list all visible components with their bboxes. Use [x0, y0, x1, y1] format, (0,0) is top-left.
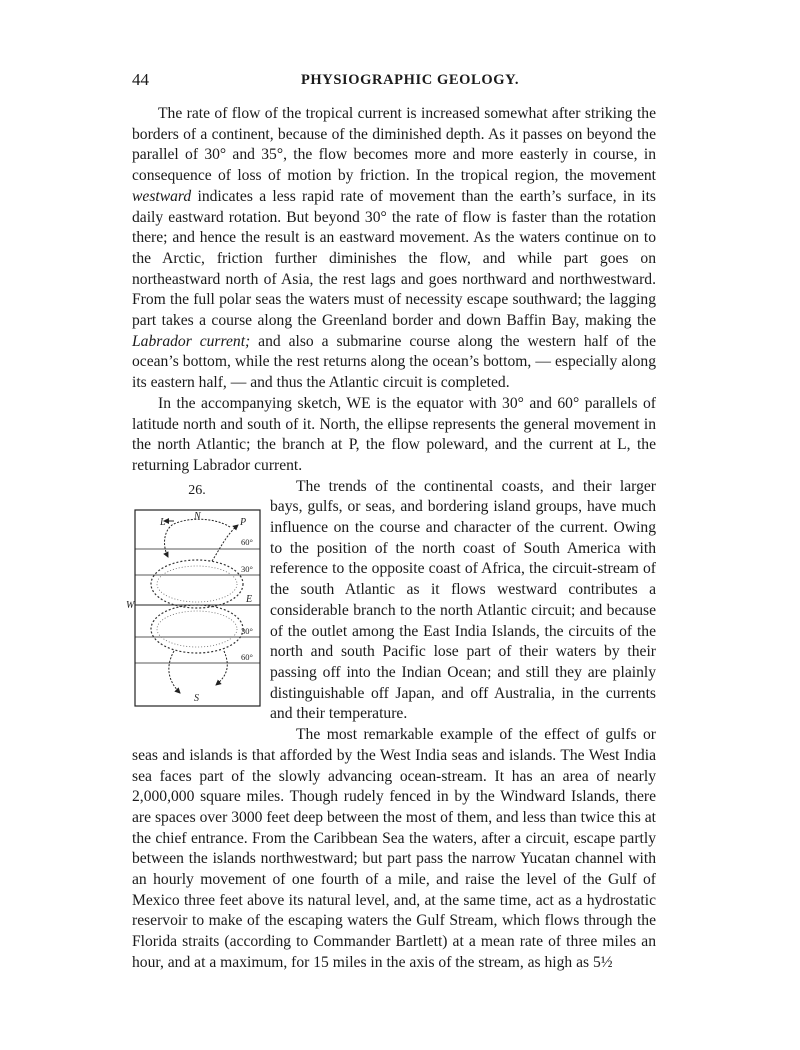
label-deg-30-south: 30°	[241, 625, 253, 636]
paragraph-text: The rate of flow of the tropical current is increased somewhat after striking the borders of a continent, because of the diminished depth. As it passes on beyond the parallel of 30° and 35°, the flow becomes more and more easterly in course, in consequence of loss of motion by friction. In the tropical region, the movement	[132, 105, 656, 185]
figure-number: 26.	[188, 482, 206, 498]
paragraph-1	[132, 104, 656, 394]
body-text	[126, 104, 656, 974]
page-header	[132, 70, 688, 94]
paragraph-text: indicates a less rapid rate of movement than the earth’s surface, in its daily eastward rotation. But beyond 30° the rate of flow is faster than the rotation there; and hence the result is an eastward movement. As the waters continue on to the Arctic, friction further diminishes the flow, and while part goes on northeastward north of Asia, the rest lags and goes northward and northwestward. From the full polar seas the waters must of necessity escape southward; the lagging part takes a course along the Greenland border and down Baffin Bay, making the	[132, 187, 656, 330]
label-east: E	[246, 593, 253, 605]
ocean-circuit-diagram	[126, 509, 262, 727]
paragraph-text: The most remarkable example of the effect of gulfs or seas and islands is that afforded by the West India seas and islands. The West India sea faces part of the slowly advancing ocean-stream. It has an area of nearly 2,000,000 square miles. Though rudely fenced in by the Windward Islands, there are spaces over 3000 feet deep between the most of them, and less than twice this at the chief entrance. From the Caribbean Sea the waters, after a circuit, escape partly between the islands northwestward; but part pass the narrow Yucatan channel with an hourly movement of one fourth of a mile, and raise the level of the Gulf of Mexico three feet above its natural level, and, at the same time, act as a hydrostatic reservoir to make of the escaping waters the Gulf Stream, which flows through the Florida straits (according to Commander Bartlett) at a mean rate of three miles an hour, and at a maximum, for 15 miles in the axis of the stream, as high as 5½	[132, 726, 656, 971]
emphasis-labrador-current: Labrador current;	[132, 332, 251, 350]
emphasis-westward: westward	[132, 187, 192, 205]
north-circuit-inner	[157, 566, 237, 602]
label-south: S	[194, 692, 199, 704]
paragraph-text: The trends of the continental coasts, and their larger bays, gulfs, or seas, and bordering island groups, have much influence on the course and character of the current. Owing to the position of the north coast of South America with reference to the opposite coast of Africa, the circuit-stream of the south Atlantic as it flows westward contributes a considerable branch to the north Atlantic circuit; and because of the outlet among the East India Islands, the circuits of the north and south Pacific lose part of their waters by their passing off into the Indian Ocean; and still they are plainly distinguishable off Japan, and off Australia, in the currents and their temperature.	[270, 477, 656, 723]
paragraph-text: and also a submarine course along the western half of the ocean’s bottom, while the rest returns along the ocean’s bottom, — especially along its eastern half, — and thus the Atlantic circuit is completed.	[132, 332, 656, 392]
poleward-branch-arrow	[212, 525, 238, 561]
figure-26	[126, 477, 264, 731]
southern-return-arrow	[216, 651, 227, 685]
southern-branch-arrow	[169, 651, 180, 693]
label-deg-60-north: 60°	[241, 536, 253, 547]
label-deg-30-north: 30°	[241, 563, 253, 574]
paragraph-text: In the accompanying sketch, WE is the equator with 30° and 60° parallels of latitude north and south of it. North, the ellipse represents the general movement in the north Atlantic; the branch at P, the flow poleward, and the current at L, the returning Labrador current.	[132, 394, 656, 474]
labrador-current-arrow	[165, 519, 230, 557]
label-deg-60-south: 60°	[241, 651, 253, 662]
south-atlantic-circuit	[151, 605, 243, 653]
paragraph-4	[132, 725, 656, 973]
label-labrador: L	[160, 516, 166, 528]
paragraph-2	[132, 394, 656, 477]
north-atlantic-circuit	[151, 560, 243, 608]
label-west: W	[126, 599, 135, 611]
page-number: 44	[132, 70, 149, 89]
label-poleward: P	[240, 516, 247, 528]
south-circuit-inner	[157, 611, 237, 647]
running-title: PHYSIOGRAPHIC GEOLOGY.	[300, 72, 520, 88]
label-north: N	[194, 510, 201, 522]
